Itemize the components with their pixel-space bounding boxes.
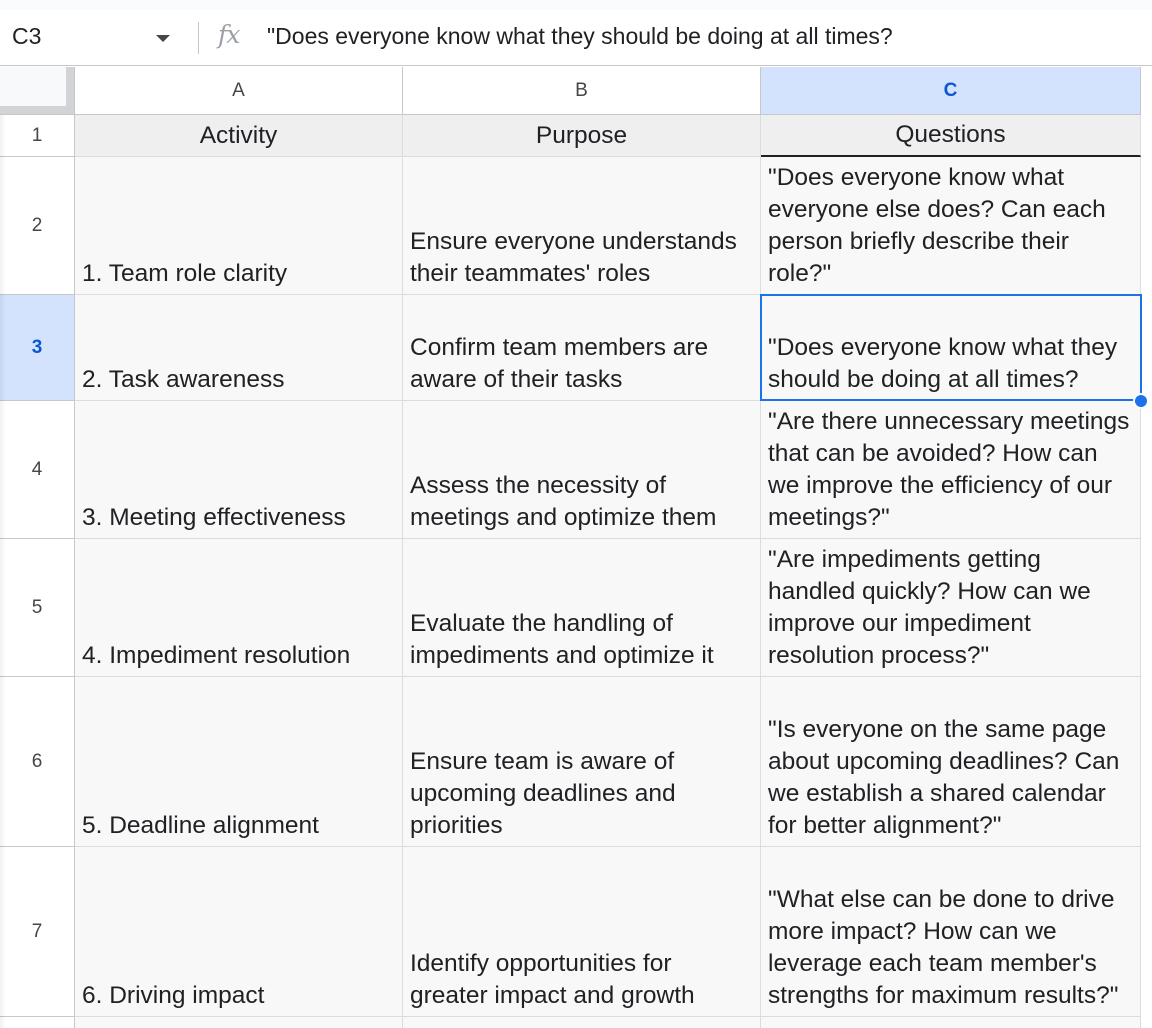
- cell-text: "What else can be done to drive more impact? How can we leverage each team member's strengths for maximum results?": [768, 886, 1119, 1009]
- formula-input[interactable]: "Does everyone know what they should be doing at all times?: [267, 23, 893, 49]
- cell-text: 3. Meeting effectiveness: [82, 504, 346, 531]
- cell-text: Confirm team members are aware of their tasks: [410, 334, 709, 393]
- function-icon: fx: [218, 20, 240, 49]
- cell-text: Evaluate the handling of impediments and optimize it: [410, 610, 714, 669]
- cell-b5[interactable]: [403, 539, 761, 677]
- row-header-1[interactable]: 1: [0, 115, 75, 157]
- select-all-corner[interactable]: [0, 67, 75, 115]
- column-header-a[interactable]: A: [75, 67, 403, 115]
- cell-text: 1. Team role clarity: [82, 260, 288, 287]
- cell-c8[interactable]: [761, 1017, 1141, 1028]
- cell-text: Activity: [199, 121, 278, 149]
- cell-b1[interactable]: [403, 115, 761, 157]
- cell-c5[interactable]: [761, 539, 1141, 677]
- cell-text: Purpose: [535, 121, 628, 149]
- cell-a2[interactable]: [75, 157, 403, 295]
- cell-a6[interactable]: [75, 677, 403, 847]
- cell-text: 5. Deadline alignment: [82, 812, 319, 839]
- cell-c7[interactable]: [761, 847, 1141, 1017]
- cell-b3[interactable]: [403, 295, 761, 401]
- cell-a7[interactable]: [75, 847, 403, 1017]
- cell-text: "Are impediments getting handled quickly? How can we improve our impediment resolution process?": [768, 546, 1091, 669]
- cell-text: "Does everyone know what everyone else does? Can each person briefly describe their role?": [768, 164, 1106, 287]
- name-box[interactable]: C3: [12, 23, 42, 49]
- cell-b6[interactable]: [403, 677, 761, 847]
- cell-text: "Is everyone on the same page about upcoming deadlines? Can we establish a shared calendar for better alignment?": [768, 716, 1120, 839]
- cell-text: Ensure everyone understands their teammates' roles: [410, 228, 737, 287]
- row-header-5[interactable]: 5: [0, 539, 75, 677]
- cell-text: Identify opportunities for greater impact and growth: [410, 950, 695, 1009]
- cell-b7[interactable]: [403, 847, 761, 1017]
- row-header-2[interactable]: 2: [0, 157, 75, 295]
- row-header-4[interactable]: 4: [0, 401, 75, 539]
- cell-c6[interactable]: [761, 677, 1141, 847]
- cell-text: "Does everyone know what they should be doing at all times?: [768, 334, 1118, 393]
- cell-text: Ensure team is aware of upcoming deadlines and priorities: [410, 748, 676, 839]
- cell-text: Assess the necessity of meetings and optimize them: [410, 472, 717, 531]
- row-header-7[interactable]: 7: [0, 847, 75, 1017]
- cell-text: "Are there unnecessary meetings that can be avoided? How can we improve the efficiency of our meetings?": [768, 408, 1130, 531]
- formula-bar: [0, 0, 1152, 66]
- cell-text: 6. Driving impact: [82, 982, 265, 1009]
- cell-text: 4. Impediment resolution: [82, 642, 351, 669]
- cell-c4[interactable]: [761, 401, 1141, 539]
- cell-a5[interactable]: [75, 539, 403, 677]
- chevron-down-icon[interactable]: [156, 35, 170, 42]
- cell-b4[interactable]: [403, 401, 761, 539]
- column-header-b[interactable]: B: [403, 67, 761, 115]
- cell-text: 2. Task awareness: [82, 366, 285, 393]
- cell-b2[interactable]: [403, 157, 761, 295]
- cell-b8[interactable]: [403, 1017, 761, 1028]
- cell-text: Questions: [895, 121, 1006, 148]
- cell-a4[interactable]: [75, 401, 403, 539]
- cell-c2[interactable]: [761, 157, 1141, 295]
- divider: [198, 22, 199, 54]
- cell-c1[interactable]: [761, 115, 1141, 157]
- cell-a8[interactable]: [75, 1017, 403, 1028]
- cell-a3[interactable]: [75, 295, 403, 401]
- column-header-c[interactable]: C: [761, 67, 1141, 115]
- cell-a1[interactable]: [75, 115, 403, 157]
- row-header-8[interactable]: [0, 1017, 75, 1028]
- fill-handle[interactable]: [1133, 393, 1149, 409]
- cell-c3[interactable]: [761, 295, 1141, 401]
- row-header-6[interactable]: 6: [0, 677, 75, 847]
- row-header-3[interactable]: 3: [0, 295, 75, 401]
